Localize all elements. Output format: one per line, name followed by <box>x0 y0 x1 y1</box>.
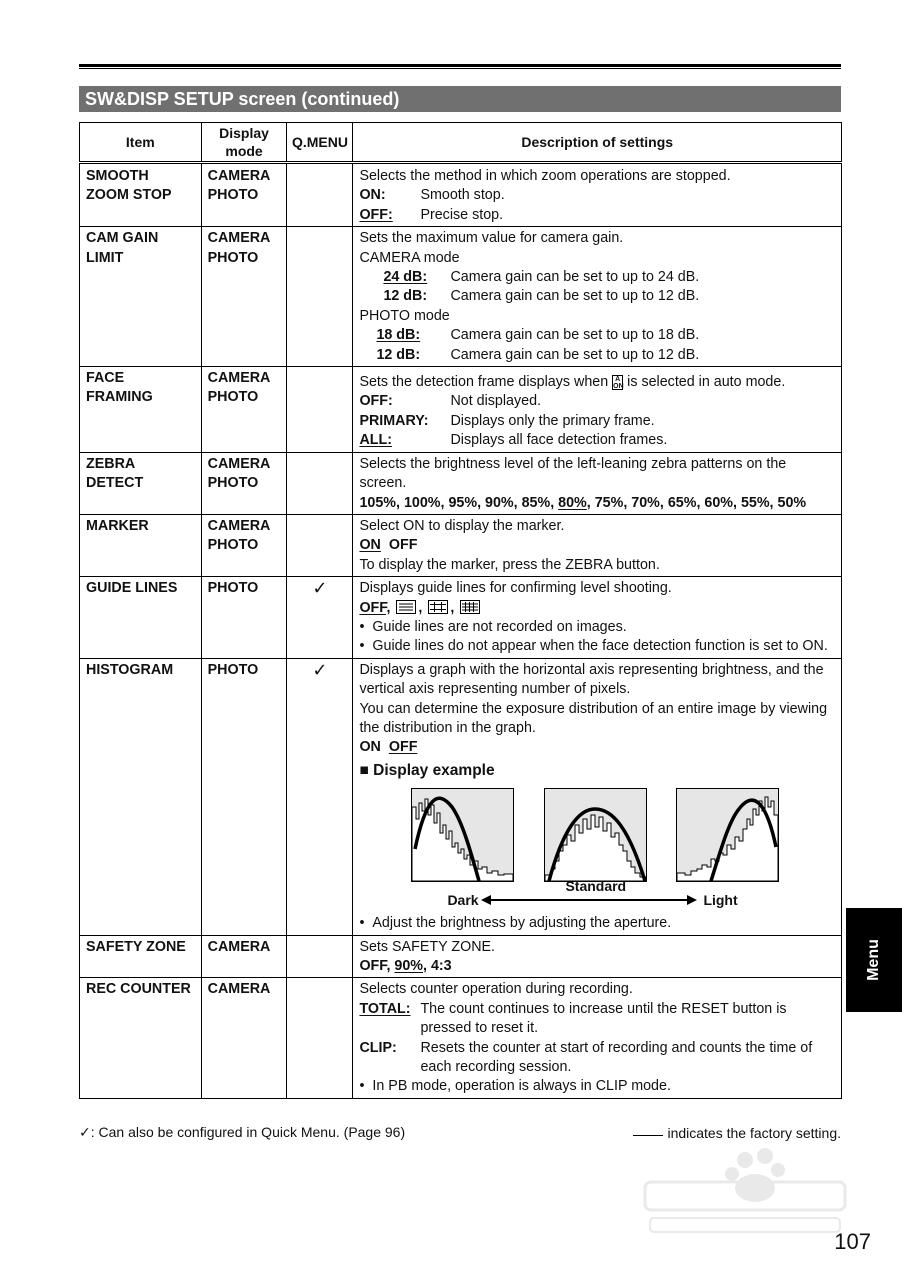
option-values: OFF, 90%, 4:3 <box>359 958 452 974</box>
header-display-mode: Display mode <box>201 123 287 163</box>
option-label-default: OFF: <box>359 206 393 223</box>
table-row-marker <box>80 514 842 576</box>
qmenu-cell <box>287 935 353 978</box>
option-label: 12 dB: <box>383 288 428 305</box>
description <box>353 227 842 367</box>
table-header-row <box>80 123 842 163</box>
mode-camera: CAMERA <box>207 370 271 387</box>
display-mode <box>201 452 287 514</box>
auto-mode-icon: A ON <box>613 376 624 391</box>
description-text: Displays a graph with the horizontal axis representing brightness, and the vertical axis representing number of pixels. <box>359 661 824 698</box>
guide-horizontal-lines-icon <box>396 600 416 614</box>
default-value: 90% <box>394 958 424 974</box>
option-row <box>359 186 835 205</box>
photo-mode-heading: PHOTO mode <box>359 307 450 324</box>
mode-camera: CAMERA <box>207 938 271 955</box>
description-text: Sets the detection frame displays when A ON is selected in auto mode. <box>359 374 786 391</box>
bullet-item: • In PB mode, operation is always in CLIP mode. <box>359 1078 671 1095</box>
option-row <box>359 1039 835 1078</box>
option-text: Displays only the primary frame. <box>450 412 655 429</box>
description-text: Select ON to display the marker. <box>359 517 565 534</box>
header-item: Item <box>80 123 202 163</box>
option-text: Precise stop. <box>420 206 504 223</box>
guide-fine-grid-icon <box>460 600 480 614</box>
option-text: Camera gain can be set to up to 12 dB. <box>450 346 700 363</box>
qmenu-cell <box>287 978 353 1098</box>
item-name: MARKER <box>80 514 202 576</box>
option-values: OFF, , , <box>359 599 835 618</box>
option-values: ON OFF <box>359 537 418 554</box>
item-name: SMOOTH ZOOM STOP <box>80 163 202 227</box>
option-row <box>359 392 835 411</box>
qmenu-check-icon: ✓ <box>287 577 353 659</box>
factory-setting-note: indicates the factory setting. <box>633 1125 841 1141</box>
check-icon: ✓ <box>79 1124 91 1140</box>
default-value: OFF <box>388 739 418 756</box>
table-row-smooth-zoom-stop <box>80 163 842 227</box>
top-rule <box>79 64 841 67</box>
option-row <box>359 326 835 345</box>
standard-label: Standard <box>565 878 627 895</box>
item-name: SAFETY ZONE <box>80 935 202 978</box>
default-value: OFF, <box>359 599 391 616</box>
display-mode <box>201 658 287 935</box>
description <box>353 367 842 453</box>
default-value: ON <box>359 537 381 554</box>
mode-photo: PHOTO <box>207 187 259 204</box>
mode-photo: PHOTO <box>207 537 259 554</box>
display-mode <box>201 577 287 659</box>
quick-menu-footnote: ✓: Can also be configured in Quick Menu. (Page 96) <box>79 1124 406 1140</box>
option-label-default: 24 dB: <box>383 269 428 286</box>
option-label: CLIP: <box>359 1039 397 1056</box>
bullet-item: • Guide lines do not appear when the face detection function is set to ON. <box>359 638 828 655</box>
qmenu-cell <box>287 514 353 576</box>
mode-photo: PHOTO <box>207 580 259 597</box>
watermark-logo <box>640 1142 850 1242</box>
qmenu-cell <box>287 163 353 227</box>
option-text: Not displayed. <box>450 393 542 410</box>
description-text: Sets SAFETY ZONE. <box>359 938 496 955</box>
option-text: Camera gain can be set to up to 24 dB. <box>450 269 700 286</box>
display-mode <box>201 367 287 453</box>
option-text: Smooth stop. <box>420 187 505 204</box>
mode-photo: PHOTO <box>207 661 259 678</box>
option-row <box>359 346 835 365</box>
default-value: 80% <box>558 494 587 511</box>
description <box>353 935 842 978</box>
mode-camera: CAMERA <box>207 517 271 534</box>
camera-mode-heading: CAMERA mode <box>359 249 460 266</box>
histogram-examples <box>359 780 835 930</box>
description-text: Displays guide lines for confirming level shooting. <box>359 580 672 597</box>
histogram-dark <box>411 788 514 882</box>
option-row <box>359 287 835 306</box>
header-qmenu: Q.MENU <box>287 123 353 163</box>
description <box>353 452 842 514</box>
option-text: Camera gain can be set to up to 12 dB. <box>450 288 700 305</box>
menu-side-tab: Menu <box>846 908 902 1012</box>
mode-photo: PHOTO <box>207 249 259 266</box>
table-row-rec-counter <box>80 978 842 1098</box>
option-row <box>359 206 835 225</box>
display-example-heading: ■ Display example <box>359 761 495 779</box>
table-row-cam-gain-limit <box>80 227 842 367</box>
display-mode <box>201 163 287 227</box>
description <box>353 658 842 935</box>
note-text: To display the marker, press the ZEBRA button. <box>359 556 660 573</box>
underline-sample <box>633 1135 663 1136</box>
description-text: Selects the method in which zoom operations are stopped. <box>359 168 731 184</box>
description <box>353 163 842 227</box>
guide-thirds-grid-icon <box>428 600 448 614</box>
item-name: FACE FRAMING <box>80 367 202 453</box>
item-name: REC COUNTER <box>80 978 202 1098</box>
option-label-default: 18 dB: <box>376 327 421 344</box>
qmenu-cell <box>287 367 353 453</box>
item-name: HISTOGRAM <box>80 658 202 935</box>
option-row <box>359 412 835 431</box>
mode-camera: CAMERA <box>207 981 271 998</box>
description-text-2: You can determine the exposure distribution of an entire image by viewing the distribution in the graph. <box>359 700 828 736</box>
option-text: Resets the counter at start of recording and counts the time of each recording session. <box>420 1039 813 1076</box>
option-text: Camera gain can be set to up to 18 dB. <box>450 327 700 344</box>
option-label: PRIMARY: <box>359 412 429 429</box>
top-rule-thin <box>79 68 841 69</box>
settings-table <box>79 122 842 1099</box>
description-text: Sets the maximum value for camera gain. <box>359 230 624 247</box>
dark-label: Dark <box>447 892 479 909</box>
display-mode <box>201 227 287 367</box>
option-label-default: ALL: <box>359 432 392 449</box>
mode-photo: PHOTO <box>207 389 259 406</box>
bullet-item: • Adjust the brightness by adjusting the aperture. <box>359 915 672 932</box>
option-row <box>359 268 835 287</box>
histogram-light <box>676 788 779 882</box>
square-bullet-icon: ■ <box>359 761 369 779</box>
display-mode <box>201 935 287 978</box>
option-label: OFF: <box>359 393 393 410</box>
header-description: Description of settings <box>353 123 842 163</box>
qmenu-check-icon: ✓ <box>287 658 353 935</box>
display-mode <box>201 514 287 576</box>
option-label: 12 dB: <box>376 346 421 363</box>
description <box>353 978 842 1098</box>
item-name: ZEBRA DETECT <box>80 452 202 514</box>
table-row-histogram <box>80 658 842 935</box>
mode-photo: PHOTO <box>207 475 259 492</box>
display-mode <box>201 978 287 1098</box>
option-values: ON OFF <box>359 739 418 756</box>
description-text: Selects counter operation during recording. <box>359 981 633 998</box>
item-name: CAM GAIN LIMIT <box>80 227 202 367</box>
table-row-guide-lines <box>80 577 842 659</box>
page-number: 107 <box>834 1229 871 1254</box>
description <box>353 577 842 659</box>
histogram-standard <box>544 788 647 882</box>
item-name: GUIDE LINES <box>80 577 202 659</box>
option-values: 105%, 100%, 95%, 90%, 85%, 80%, 75%, 70%, 65%, 60%, 55%, 50% <box>359 494 807 511</box>
qmenu-cell <box>287 452 353 514</box>
table-row-face-framing <box>80 367 842 453</box>
description-text: Selects the brightness level of the left-leaning zebra patterns on the screen. <box>359 455 787 492</box>
section-title: SW&DISP SETUP screen (continued) <box>79 86 841 112</box>
table-row-zebra-detect <box>80 452 842 514</box>
option-label-default: TOTAL: <box>359 1000 411 1017</box>
mode-camera: CAMERA <box>207 168 271 184</box>
qmenu-cell <box>287 227 353 367</box>
option-label: ON: <box>359 187 386 204</box>
mode-camera: CAMERA <box>207 230 271 247</box>
option-row <box>359 431 835 450</box>
bullet-item: • Guide lines are not recorded on images. <box>359 618 627 635</box>
option-row <box>359 1000 835 1039</box>
option-text: Displays all face detection frames. <box>450 432 668 449</box>
light-label: Light <box>703 892 738 909</box>
description <box>353 514 842 576</box>
option-text: The count continues to increase until the RESET button is pressed to reset it. <box>420 1000 787 1037</box>
table-row-safety-zone <box>80 935 842 978</box>
mode-camera: CAMERA <box>207 455 271 472</box>
